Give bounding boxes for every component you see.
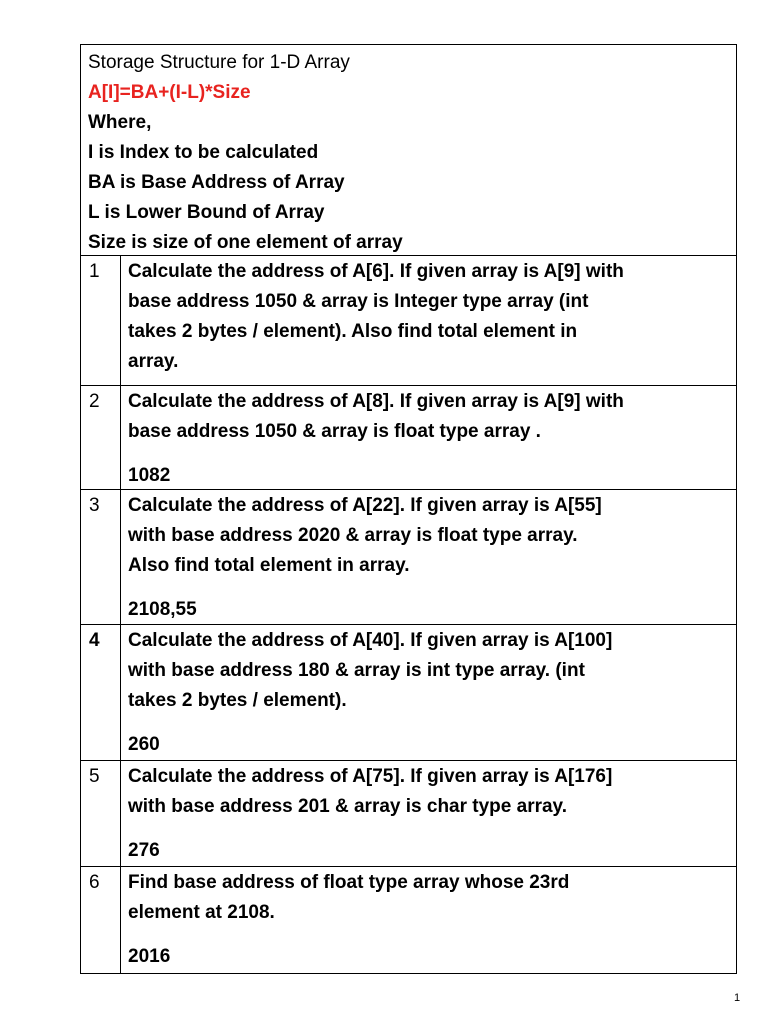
question-number: 6 [81,867,121,973]
question-row-1 [81,256,736,386]
answer: 1082 [128,465,171,486]
question-number: 4 [81,625,121,760]
answer: 276 [128,840,160,861]
definition-line: I is Index to be calculated [88,142,319,163]
question-row-6 [81,867,736,973]
question-text [121,761,736,866]
question-row-4 [81,625,736,761]
question-line: with base address 2020 & array is float type array. [128,525,578,546]
answer: 260 [128,734,160,755]
question-number: 1 [81,256,121,385]
question-line: Calculate the address of A[40]. If given array is A[100] [128,630,613,651]
question-line: Calculate the address of A[22]. If given array is A[55] [128,495,602,516]
question-number: 2 [81,386,121,489]
question-row-2 [81,386,736,490]
question-line: Calculate the address of A[8]. If given array is A[9] with [128,391,624,412]
array-table [80,44,737,974]
question-line: element at 2108. [128,902,275,923]
question-line: Calculate the address of A[75]. If given array is A[176] [128,766,613,787]
question-line: base address 1050 & array is float type array . [128,421,541,442]
answer: 2016 [128,946,171,967]
question-line: takes 2 bytes / element). [128,690,347,711]
question-text [121,490,736,624]
question-line: with base address 201 & array is char type array. [128,796,567,817]
definition-line: Size is size of one element of array [88,232,403,253]
answer: 2108,55 [128,599,197,620]
question-text [121,256,736,385]
question-text [121,867,736,973]
formula: A[I]=BA+(I-L)*Size [88,82,251,103]
question-line: array. [128,351,179,372]
question-line: Calculate the address of A[6]. If given array is A[9] with [128,261,624,282]
where-label: Where, [88,112,152,133]
question-line: Find base address of float type array whose 23rd [128,872,570,893]
question-number: 5 [81,761,121,866]
question-line: with base address 180 & array is int type array. (int [128,660,585,681]
question-row-5 [81,761,736,867]
question-text [121,386,736,489]
definition-line: BA is Base Address of Array [88,172,345,193]
question-number: 3 [81,490,121,624]
question-text [121,625,736,760]
question-line: takes 2 bytes / element). Also find total element in [128,321,578,342]
header-cell [81,45,736,256]
page-number: 1 [734,992,741,1004]
question-line: base address 1050 & array is Integer type array (int [128,291,589,312]
question-row-3 [81,490,736,625]
definition-line: L is Lower Bound of Array [88,202,325,223]
header-title: Storage Structure for 1-D Array [88,52,350,73]
question-line: Also find total element in array. [128,555,410,576]
